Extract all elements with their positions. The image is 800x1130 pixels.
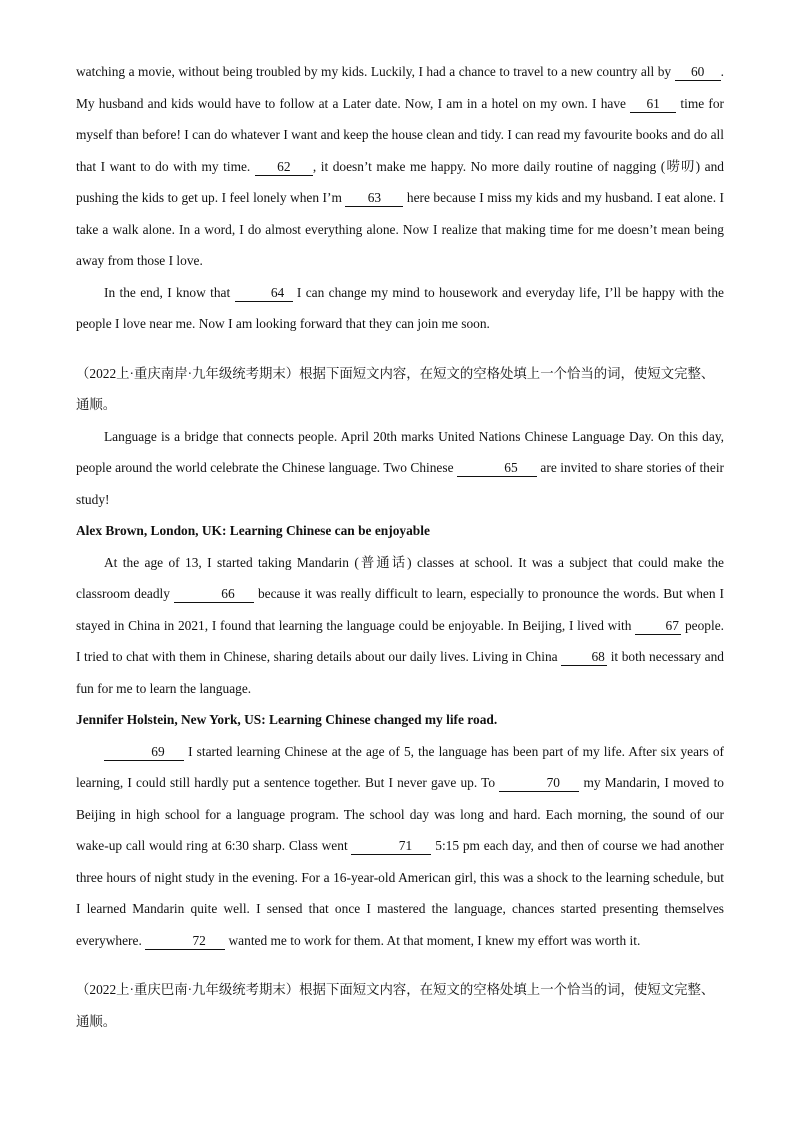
- passage-paragraph: [76, 547, 724, 705]
- section-instruction: （2022上·重庆巴南·九年级统考期末）根据下面短文内容，在短文的空格处填上一个恰当的词，使短文完整、通顺。: [76, 982, 715, 1029]
- paragraph-text: , it doesn’t make me happy. No more daily routine of nagging (唠叨) and pushing the kids to get up. I feel lonely when I’m: [76, 158, 724, 205]
- paragraph-text: watching a movie, without being troubled by my kids. Luckily, I had a chance to travel to a new country all by: [76, 64, 675, 79]
- blank-62[interactable]: 62: [255, 159, 313, 176]
- paragraph-text: 5:15 pm each day, and then of course we had another three hours of night study in the evening. For a 16-year-old American girl, this was a shock to the learning schedule, but I learned Mandarin quite well. I sensed that once I mastered the language, chances started presenting themselves everywhere.: [76, 838, 725, 948]
- paragraph-text: people. I tried to chat with them in Chinese, sharing details about our daily lives. Living in China: [76, 617, 724, 664]
- paragraph-text: At the age of 13, I started taking Mandarin (普通话) classes at school. It was a subject that could make the classroom deadly: [76, 554, 724, 601]
- paragraph-text: are invited to share stories of their study!: [76, 460, 724, 507]
- blank-61[interactable]: 61: [630, 96, 676, 113]
- section-instruction: （2022上·重庆南岸·九年级统考期末）根据下面短文内容，在短文的空格处填上一个恰当的词，使短文完整、通顺。: [76, 365, 715, 412]
- section-heading: Alex Brown, London, UK: Learning Chinese can be enjoyable: [76, 523, 430, 538]
- blank-71[interactable]: 71: [351, 838, 431, 855]
- blank-65[interactable]: 65: [457, 460, 537, 477]
- paragraph-text: it both necessary and fun for me to learn the language.: [76, 649, 724, 696]
- blank-68[interactable]: 68: [561, 649, 607, 666]
- paragraph-text: I started learning Chinese at the age of 5, the language has been part of my life. After six years of learning, I could still hardly put a sentence together. But I never gave up. To: [76, 743, 724, 790]
- passage-paragraph: [76, 56, 724, 277]
- paragraph-text: my Mandarin, I moved to Beijing in high school for a language program. The school day was long and hard. Each morning, the sound of our wake-up call would ring at 6:30 sharp. Class went: [76, 775, 725, 853]
- blank-64[interactable]: 64: [235, 285, 293, 302]
- blank-69[interactable]: 69: [104, 744, 184, 761]
- paragraph-text: . My husband and kids would have to follow at a Later date. Now, I am in a hotel on my own. I have: [76, 64, 724, 111]
- paragraph-text: here because I miss my kids and my husband. I eat alone. I take a walk alone. In a word, I do almost everything alone. Now I realize that making time for me doesn’t mean being away from those I love.: [76, 190, 724, 268]
- document-page: [76, 56, 724, 1037]
- paragraph-text: time for myself than before! I can do whatever I want and keep the house clean and tidy. I can read my favourite books and do all that I want to do with my time.: [76, 95, 724, 174]
- paragraph-text: Language is a bridge that connects people. April 20th marks United Nations Chinese Language Day. On this day, people around the world celebrate the Chinese language. Two Chinese: [76, 428, 724, 475]
- paragraph-text: I can change my mind to housework and everyday life, I’ll be happy with the people I love near me. Now I am looking forward that they can join me soon.: [76, 284, 724, 331]
- paragraph-text: In the end, I know that: [104, 284, 235, 300]
- blank-60[interactable]: 60: [675, 64, 721, 81]
- paragraph-text: wanted me to work for them. At that moment, I knew my effort was worth it.: [225, 932, 641, 948]
- blank-63[interactable]: 63: [345, 190, 403, 207]
- passage-paragraph: [76, 277, 724, 340]
- paragraph-text: because it was really difficult to learn, especially to pronounce the words. But when I stayed in China in 2021, I found that learning the language could be enjoyable. In Beijing, I lived with: [76, 586, 724, 633]
- blank-66[interactable]: 66: [174, 586, 254, 603]
- passage-paragraph: [76, 421, 724, 516]
- blank-72[interactable]: 72: [145, 933, 225, 950]
- blank-70[interactable]: 70: [499, 775, 579, 792]
- section-heading: Jennifer Holstein, New York, US: Learning Chinese changed my life road.: [76, 712, 498, 727]
- blank-67[interactable]: 67: [635, 618, 681, 635]
- passage-paragraph: [76, 736, 724, 957]
